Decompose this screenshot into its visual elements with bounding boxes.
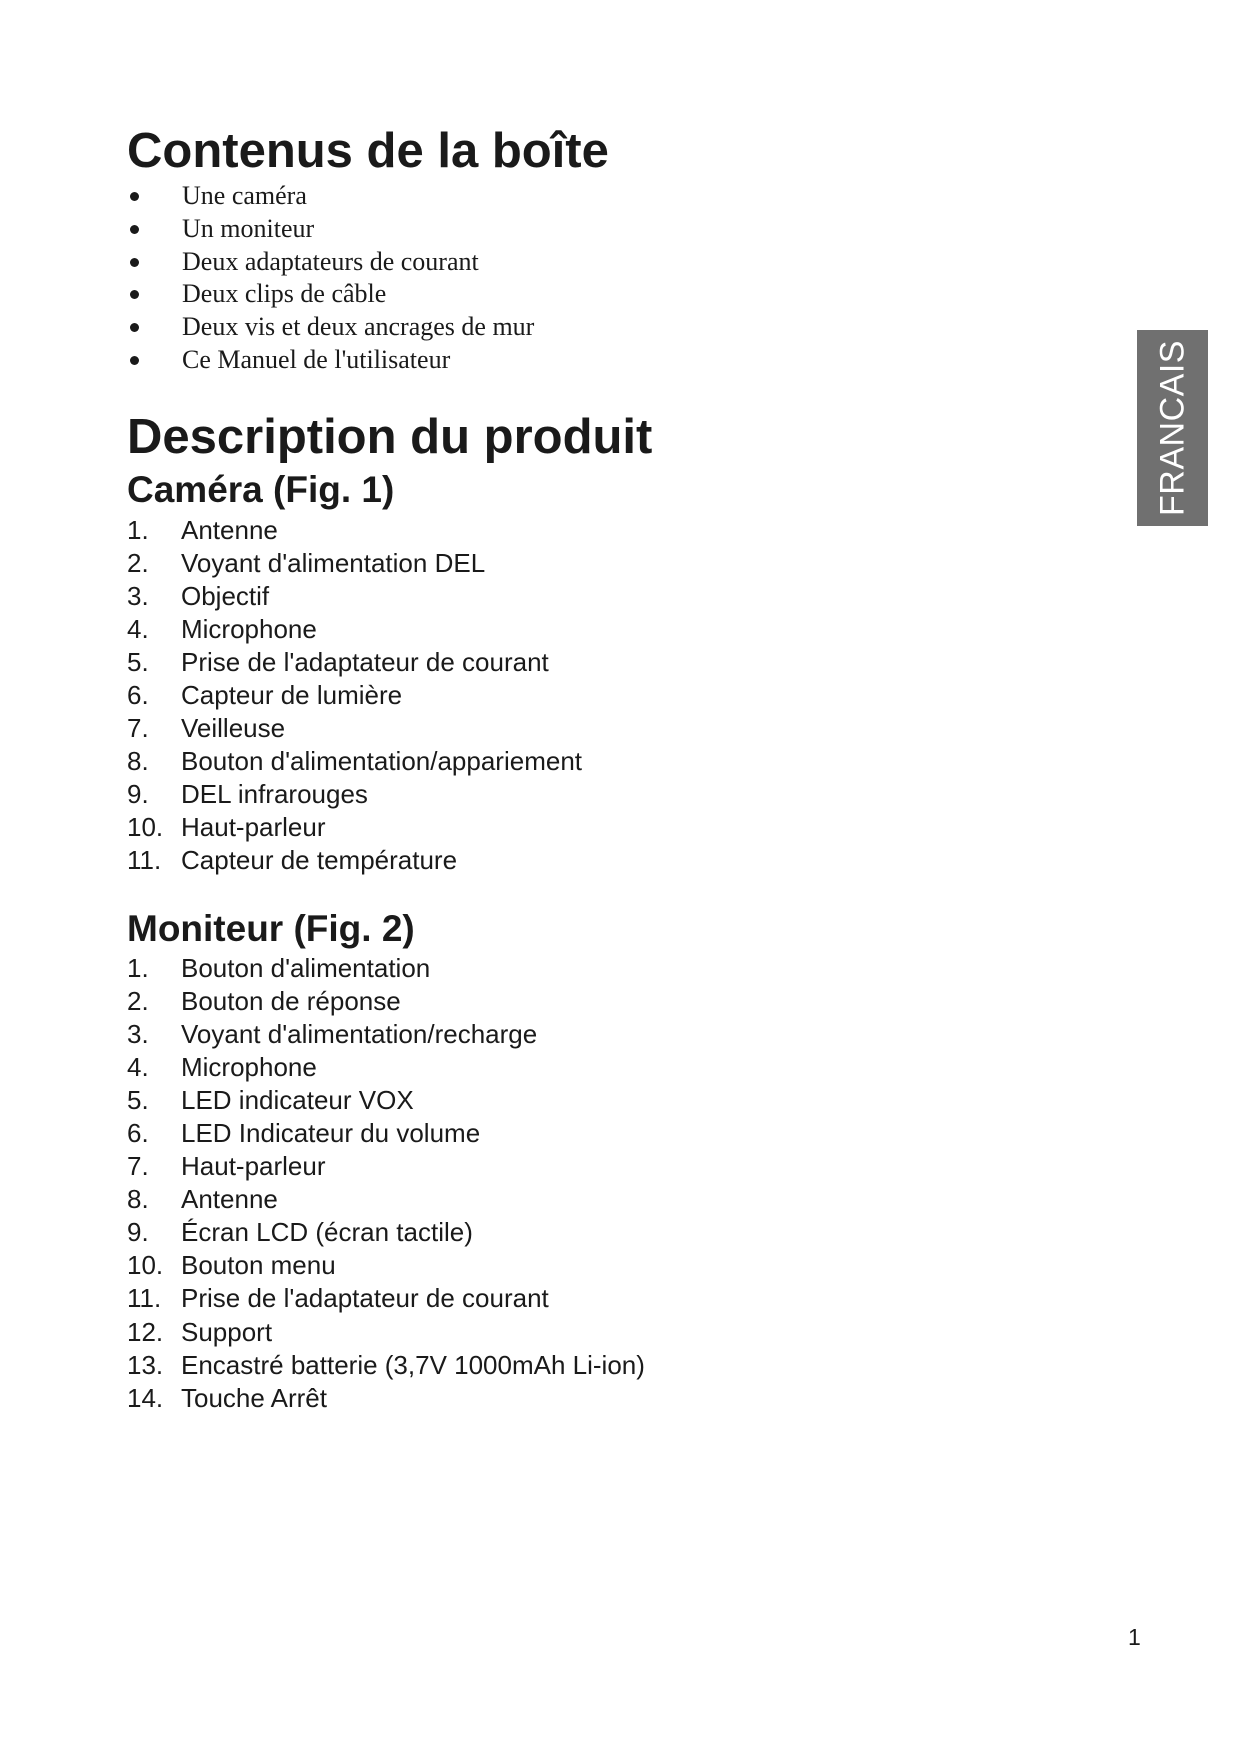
language-tab-label: FRANCAIS <box>1153 340 1191 516</box>
list-item: 14. Touche Arrêt <box>127 1382 327 1413</box>
camera-section-title: Caméra (Fig. 1) <box>127 469 395 510</box>
bullet-icon <box>130 290 139 299</box>
list-item: 5. Prise de l'adaptateur de courant <box>127 647 549 678</box>
bullet-icon <box>130 192 139 201</box>
list-item: 2. Bouton de réponse <box>127 986 401 1017</box>
list-item: 6. LED Indicateur du volume <box>127 1118 481 1149</box>
list-item: Un moniteur <box>127 213 534 246</box>
list-item: Deux clips de câble <box>127 278 534 311</box>
list-item: 8. Bouton d'alimentation/appariement <box>127 746 583 777</box>
list-item: 12. Support <box>127 1316 273 1347</box>
list-item: 9. Écran LCD (écran tactile) <box>127 1217 473 1248</box>
list-item: 4. Microphone <box>127 614 317 645</box>
bullet-icon <box>130 323 139 332</box>
list-item: Deux adaptateurs de courant <box>127 246 534 279</box>
list-item: 8. Antenne <box>127 1184 278 1215</box>
list-item: Ce Manuel de l'utilisateur <box>127 344 534 377</box>
list-item: 6. Capteur de lumière <box>127 680 403 711</box>
list-item: 3. Objectif <box>127 581 270 612</box>
monitor-section-title: Moniteur (Fig. 2) <box>127 908 415 949</box>
list-item: 10. Haut-parleur <box>127 812 326 843</box>
list-item: 3. Voyant d'alimentation/recharge <box>127 1019 538 1050</box>
list-item: 1. Bouton d'alimentation <box>127 953 431 983</box>
list-item: 7. Veilleuse <box>127 713 286 744</box>
monitor-parts-list <box>127 952 645 1415</box>
list-item: 5. LED indicateur VOX <box>127 1085 414 1116</box>
list-item: 13. Encastré batterie (3,7V 1000mAh Li-ion) <box>127 1349 645 1380</box>
page-number: 1 <box>1128 1624 1141 1650</box>
list-item: 10. Bouton menu <box>127 1250 336 1281</box>
list-item: 1. Antenne <box>127 515 278 545</box>
list-item: Deux vis et deux ancrages de mur <box>127 311 534 344</box>
list-item: 4. Microphone <box>127 1052 317 1083</box>
list-item: Une caméra <box>127 180 534 213</box>
list-item: 7. Haut-parleur <box>127 1151 326 1182</box>
bullet-icon <box>130 356 139 365</box>
language-tab <box>1137 330 1208 526</box>
list-item: 9. DEL infrarouges <box>127 779 368 810</box>
box-contents-list <box>127 180 534 377</box>
bullet-icon <box>130 258 139 267</box>
list-item: 2. Voyant d'alimentation DEL <box>127 548 486 579</box>
product-description-title: Description du produit <box>127 410 653 464</box>
bullet-icon <box>130 225 139 234</box>
list-item: 11. Capteur de température <box>127 845 458 876</box>
box-contents-title: Contenus de la boîte <box>127 124 609 178</box>
list-item: 11. Prise de l'adaptateur de courant <box>127 1283 549 1314</box>
camera-parts-list <box>127 514 582 878</box>
